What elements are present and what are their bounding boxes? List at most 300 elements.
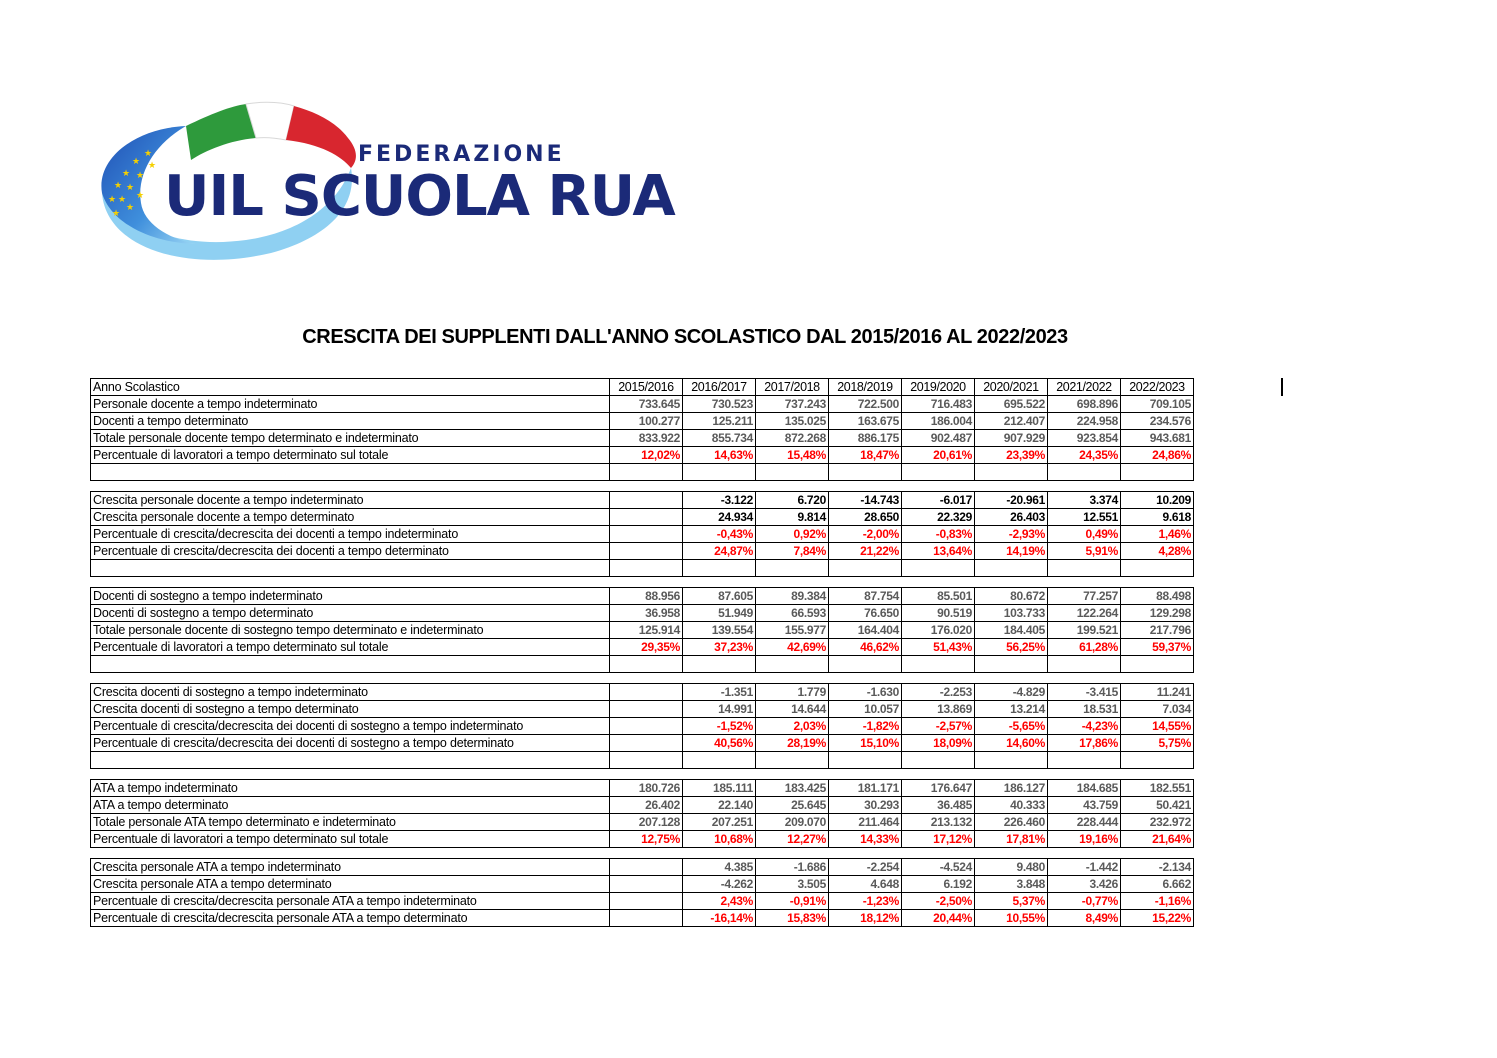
value-cell: 0,49%: [1048, 526, 1121, 543]
value-cell: -1.351: [683, 684, 756, 701]
value-cell: [610, 701, 683, 718]
table-row: [91, 684, 1194, 701]
value-cell: [902, 560, 975, 577]
value-cell: 11.241: [1121, 684, 1194, 701]
table-row: [91, 859, 1194, 876]
header-year-cell: 2022/2023: [1121, 379, 1194, 396]
value-cell: 6.720: [756, 492, 829, 509]
value-cell: 10.209: [1121, 492, 1194, 509]
svg-text:★: ★: [144, 149, 153, 159]
value-cell: 89.384: [756, 588, 829, 605]
value-cell: 88.956: [610, 588, 683, 605]
value-cell: 28,19%: [756, 735, 829, 752]
row-label-cell: Docenti di sostegno a tempo determinato: [91, 605, 610, 622]
value-cell: -1,23%: [829, 893, 902, 910]
value-cell: 22.329: [902, 509, 975, 526]
table-row: [91, 797, 1194, 814]
value-cell: 184.405: [975, 622, 1048, 639]
row-label-cell: Percentuale di crescita/decrescita personale ATA a tempo determinato: [91, 910, 610, 927]
table-row: [91, 526, 1194, 543]
value-cell: 733.645: [610, 396, 683, 413]
value-cell: 18,12%: [829, 910, 902, 927]
row-label-cell: Crescita docenti di sostegno a tempo determinato: [91, 701, 610, 718]
blank-row: [91, 464, 1194, 481]
value-cell: 59,37%: [1121, 639, 1194, 656]
value-cell: [1121, 656, 1194, 673]
value-cell: 26.403: [975, 509, 1048, 526]
table-row: [91, 876, 1194, 893]
table-row: [91, 831, 1194, 848]
value-cell: 85.501: [902, 588, 975, 605]
statistics-table: [90, 378, 1194, 927]
table-row: [91, 780, 1194, 797]
value-cell: 87.754: [829, 588, 902, 605]
value-cell: 43.759: [1048, 797, 1121, 814]
value-cell: [1048, 560, 1121, 577]
value-cell: [829, 656, 902, 673]
value-cell: [975, 464, 1048, 481]
value-cell: 1.779: [756, 684, 829, 701]
row-label-cell: Crescita personale ATA a tempo determinato: [91, 876, 610, 893]
value-cell: [975, 656, 1048, 673]
value-cell: 14,55%: [1121, 718, 1194, 735]
value-cell: [975, 560, 1048, 577]
header-year-cell: 2020/2021: [975, 379, 1048, 396]
table-row: [91, 492, 1194, 509]
value-cell: -4.524: [902, 859, 975, 876]
value-cell: [610, 560, 683, 577]
section-gap: [91, 769, 1194, 780]
value-cell: 51.949: [683, 605, 756, 622]
value-cell: -2.134: [1121, 859, 1194, 876]
section-gap: [91, 481, 1194, 492]
value-cell: 709.105: [1121, 396, 1194, 413]
value-cell: 13.214: [975, 701, 1048, 718]
value-cell: 125.211: [683, 413, 756, 430]
row-label-cell: Totale personale docente di sostegno tempo determinato e indeterminato: [91, 622, 610, 639]
table-row: [91, 543, 1194, 560]
value-cell: 872.268: [756, 430, 829, 447]
row-label-cell: Percentuale di lavoratori a tempo determinato sul totale: [91, 639, 610, 656]
table-row: [91, 509, 1194, 526]
value-cell: [756, 464, 829, 481]
value-cell: 135.025: [756, 413, 829, 430]
value-cell: -2,93%: [975, 526, 1048, 543]
value-cell: [756, 560, 829, 577]
value-cell: [610, 893, 683, 910]
value-cell: 14.991: [683, 701, 756, 718]
header-label-cell: Anno Scolastico: [91, 379, 610, 396]
value-cell: 88.498: [1121, 588, 1194, 605]
row-label-cell: Totale personale ATA tempo determinato e indeterminato: [91, 814, 610, 831]
value-cell: 12,27%: [756, 831, 829, 848]
value-cell: 56,25%: [975, 639, 1048, 656]
value-cell: 176.647: [902, 780, 975, 797]
value-cell: 207.251: [683, 814, 756, 831]
value-cell: [610, 859, 683, 876]
row-label-cell: Percentuale di crescita/decrescita personale ATA a tempo indeterminato: [91, 893, 610, 910]
header-year-cell: 2018/2019: [829, 379, 902, 396]
value-cell: [1121, 560, 1194, 577]
table-row: [91, 814, 1194, 831]
value-cell: 30.293: [829, 797, 902, 814]
value-cell: 695.522: [975, 396, 1048, 413]
value-cell: 4,28%: [1121, 543, 1194, 560]
value-cell: 19,16%: [1048, 831, 1121, 848]
table-row: [91, 605, 1194, 622]
value-cell: 28.650: [829, 509, 902, 526]
value-cell: 21,22%: [829, 543, 902, 560]
value-cell: 184.685: [1048, 780, 1121, 797]
page-title: CRESCITA DEI SUPPLENTI DALL'ANNO SCOLASTICO DAL 2015/2016 AL 2022/2023: [302, 326, 1068, 348]
value-cell: 212.407: [975, 413, 1048, 430]
value-cell: [683, 464, 756, 481]
value-cell: 3.374: [1048, 492, 1121, 509]
value-cell: 164.404: [829, 622, 902, 639]
value-cell: [610, 492, 683, 509]
value-cell: -0,43%: [683, 526, 756, 543]
row-label-cell: Crescita personale docente a tempo determinato: [91, 509, 610, 526]
value-cell: 186.004: [902, 413, 975, 430]
value-cell: 14,19%: [975, 543, 1048, 560]
value-cell: 730.523: [683, 396, 756, 413]
value-cell: [1121, 752, 1194, 769]
value-cell: 76.650: [829, 605, 902, 622]
value-cell: -2,50%: [902, 893, 975, 910]
value-cell: 46,62%: [829, 639, 902, 656]
value-cell: 3.426: [1048, 876, 1121, 893]
value-cell: [902, 656, 975, 673]
value-cell: -4.829: [975, 684, 1048, 701]
value-cell: 5,91%: [1048, 543, 1121, 560]
svg-text:★: ★: [132, 157, 141, 167]
value-cell: -2.254: [829, 859, 902, 876]
value-cell: 26.402: [610, 797, 683, 814]
blank-row: [91, 656, 1194, 673]
blank-row: [91, 560, 1194, 577]
value-cell: 2,03%: [756, 718, 829, 735]
row-label-cell: Percentuale di crescita/decrescita dei docenti a tempo determinato: [91, 543, 610, 560]
value-cell: 13.869: [902, 701, 975, 718]
logo: [96, 98, 676, 273]
value-cell: [902, 464, 975, 481]
value-cell: 9.618: [1121, 509, 1194, 526]
value-cell: 3.505: [756, 876, 829, 893]
value-cell: 15,22%: [1121, 910, 1194, 927]
table-row: [91, 639, 1194, 656]
table-row: [91, 396, 1194, 413]
row-label-cell: Docenti di sostegno a tempo indeterminato: [91, 588, 610, 605]
value-cell: 923.854: [1048, 430, 1121, 447]
value-cell: 15,83%: [756, 910, 829, 927]
value-cell: [610, 509, 683, 526]
value-cell: [610, 684, 683, 701]
value-cell: 7.034: [1121, 701, 1194, 718]
value-cell: 17,86%: [1048, 735, 1121, 752]
value-cell: 80.672: [975, 588, 1048, 605]
value-cell: [610, 656, 683, 673]
value-cell: -1.686: [756, 859, 829, 876]
value-cell: 139.554: [683, 622, 756, 639]
value-cell: 24.934: [683, 509, 756, 526]
svg-text:★: ★: [114, 181, 123, 191]
value-cell: [610, 718, 683, 735]
value-cell: -4.262: [683, 876, 756, 893]
value-cell: 833.922: [610, 430, 683, 447]
row-label-cell: Crescita docenti di sostegno a tempo indeterminato: [91, 684, 610, 701]
value-cell: 20,44%: [902, 910, 975, 927]
value-cell: -1,16%: [1121, 893, 1194, 910]
value-cell: 18,47%: [829, 447, 902, 464]
value-cell: -2.253: [902, 684, 975, 701]
value-cell: -2,57%: [902, 718, 975, 735]
row-label-cell: Docenti a tempo determinato: [91, 413, 610, 430]
value-cell: 100.277: [610, 413, 683, 430]
svg-text:★: ★: [112, 209, 121, 219]
value-cell: 163.675: [829, 413, 902, 430]
value-cell: 129.298: [1121, 605, 1194, 622]
value-cell: 6.662: [1121, 876, 1194, 893]
table-row: [91, 447, 1194, 464]
value-cell: 50.421: [1121, 797, 1194, 814]
value-cell: [610, 752, 683, 769]
value-cell: 13,64%: [902, 543, 975, 560]
value-cell: 103.733: [975, 605, 1048, 622]
logo-federazione-text: FEDERAZIONE: [358, 142, 565, 167]
value-cell: 2,43%: [683, 893, 756, 910]
value-cell: 14,63%: [683, 447, 756, 464]
value-cell: [683, 752, 756, 769]
value-cell: 181.171: [829, 780, 902, 797]
value-cell: [610, 464, 683, 481]
value-cell: 9.480: [975, 859, 1048, 876]
value-cell: 125.914: [610, 622, 683, 639]
value-cell: -3.122: [683, 492, 756, 509]
row-label-cell: [91, 656, 610, 673]
value-cell: 185.111: [683, 780, 756, 797]
value-cell: 4.648: [829, 876, 902, 893]
value-cell: [829, 752, 902, 769]
value-cell: 25.645: [756, 797, 829, 814]
value-cell: 42,69%: [756, 639, 829, 656]
row-label-cell: Percentuale di crescita/decrescita dei docenti di sostegno a tempo determinato: [91, 735, 610, 752]
value-cell: 224.958: [1048, 413, 1121, 430]
row-label-cell: [91, 464, 610, 481]
value-cell: 176.020: [902, 622, 975, 639]
value-cell: 5,37%: [975, 893, 1048, 910]
value-cell: -0,83%: [902, 526, 975, 543]
value-cell: [829, 464, 902, 481]
value-cell: 228.444: [1048, 814, 1121, 831]
value-cell: 722.500: [829, 396, 902, 413]
row-label-cell: [91, 560, 610, 577]
value-cell: 886.175: [829, 430, 902, 447]
value-cell: 7,84%: [756, 543, 829, 560]
svg-text:★: ★: [148, 161, 157, 171]
header-year-cell: 2019/2020: [902, 379, 975, 396]
value-cell: -1,52%: [683, 718, 756, 735]
value-cell: -3.415: [1048, 684, 1121, 701]
row-label-cell: Crescita personale ATA a tempo indeterminato: [91, 859, 610, 876]
value-cell: 211.464: [829, 814, 902, 831]
value-cell: 17,12%: [902, 831, 975, 848]
logo-brand-text: UIL SCUOLA RUA: [164, 164, 675, 229]
value-cell: 186.127: [975, 780, 1048, 797]
table-row: [91, 718, 1194, 735]
value-cell: [756, 752, 829, 769]
table-row: [91, 893, 1194, 910]
row-label-cell: Percentuale di lavoratori a tempo determinato sul totale: [91, 831, 610, 848]
value-cell: 24,86%: [1121, 447, 1194, 464]
value-cell: 20,61%: [902, 447, 975, 464]
table-row: [91, 910, 1194, 927]
svg-text:★: ★: [136, 171, 145, 181]
value-cell: 207.128: [610, 814, 683, 831]
value-cell: 14.644: [756, 701, 829, 718]
value-cell: 4.385: [683, 859, 756, 876]
value-cell: 40,56%: [683, 735, 756, 752]
value-cell: 9.814: [756, 509, 829, 526]
value-cell: -5,65%: [975, 718, 1048, 735]
value-cell: 21,64%: [1121, 831, 1194, 848]
value-cell: 716.483: [902, 396, 975, 413]
value-cell: -2,00%: [829, 526, 902, 543]
value-cell: 15,48%: [756, 447, 829, 464]
value-cell: -1.442: [1048, 859, 1121, 876]
table-header-row: [91, 379, 1194, 396]
value-cell: -20.961: [975, 492, 1048, 509]
value-cell: [829, 560, 902, 577]
value-cell: 17,81%: [975, 831, 1048, 848]
value-cell: 22.140: [683, 797, 756, 814]
svg-text:★: ★: [118, 195, 127, 205]
value-cell: 66.593: [756, 605, 829, 622]
value-cell: 90.519: [902, 605, 975, 622]
header-year-cell: 2015/2016: [610, 379, 683, 396]
value-cell: [610, 526, 683, 543]
row-label-cell: [91, 752, 610, 769]
value-cell: [1121, 464, 1194, 481]
value-cell: 5,75%: [1121, 735, 1194, 752]
table-row: [91, 735, 1194, 752]
value-cell: [1048, 752, 1121, 769]
row-label-cell: Personale docente a tempo indeterminato: [91, 396, 610, 413]
value-cell: 10,68%: [683, 831, 756, 848]
value-cell: 10.057: [829, 701, 902, 718]
svg-text:★: ★: [108, 195, 117, 205]
value-cell: 199.521: [1048, 622, 1121, 639]
value-cell: 18.531: [1048, 701, 1121, 718]
value-cell: 217.796: [1121, 622, 1194, 639]
section-gap: [91, 848, 1194, 859]
row-label-cell: Totale personale docente tempo determinato e indeterminato: [91, 430, 610, 447]
row-label-cell: Percentuale di crescita/decrescita dei docenti di sostegno a tempo indeterminato: [91, 718, 610, 735]
value-cell: 8,49%: [1048, 910, 1121, 927]
value-cell: 36.485: [902, 797, 975, 814]
value-cell: 902.487: [902, 430, 975, 447]
table-row: [91, 588, 1194, 605]
value-cell: [1048, 464, 1121, 481]
row-label-cell: Percentuale di lavoratori a tempo determinato sul totale: [91, 447, 610, 464]
value-cell: 24,87%: [683, 543, 756, 560]
value-cell: 226.460: [975, 814, 1048, 831]
svg-text:★: ★: [126, 183, 135, 193]
svg-text:★: ★: [126, 203, 135, 213]
value-cell: 24,35%: [1048, 447, 1121, 464]
table-row: [91, 701, 1194, 718]
header-year-cell: 2016/2017: [683, 379, 756, 396]
value-cell: 12,75%: [610, 831, 683, 848]
value-cell: 698.896: [1048, 396, 1121, 413]
value-cell: 87.605: [683, 588, 756, 605]
value-cell: 23,39%: [975, 447, 1048, 464]
value-cell: [975, 752, 1048, 769]
value-cell: 232.972: [1121, 814, 1194, 831]
value-cell: 40.333: [975, 797, 1048, 814]
value-cell: 3.848: [975, 876, 1048, 893]
value-cell: [1048, 656, 1121, 673]
value-cell: 10,55%: [975, 910, 1048, 927]
value-cell: [610, 735, 683, 752]
value-cell: 155.977: [756, 622, 829, 639]
value-cell: -1.630: [829, 684, 902, 701]
value-cell: [610, 910, 683, 927]
value-cell: 183.425: [756, 780, 829, 797]
value-cell: 0,92%: [756, 526, 829, 543]
header-year-cell: 2021/2022: [1048, 379, 1121, 396]
value-cell: 36.958: [610, 605, 683, 622]
section-gap: [91, 577, 1194, 588]
value-cell: 15,10%: [829, 735, 902, 752]
value-cell: -14.743: [829, 492, 902, 509]
value-cell: -0,91%: [756, 893, 829, 910]
value-cell: -0,77%: [1048, 893, 1121, 910]
value-cell: 182.551: [1121, 780, 1194, 797]
value-cell: 855.734: [683, 430, 756, 447]
value-cell: 14,60%: [975, 735, 1048, 752]
blank-row: [91, 752, 1194, 769]
value-cell: 234.576: [1121, 413, 1194, 430]
value-cell: 37,23%: [683, 639, 756, 656]
value-cell: -4,23%: [1048, 718, 1121, 735]
value-cell: 6.192: [902, 876, 975, 893]
table-row: [91, 430, 1194, 447]
value-cell: 18,09%: [902, 735, 975, 752]
value-cell: 213.132: [902, 814, 975, 831]
section-gap: [91, 673, 1194, 684]
value-cell: 29,35%: [610, 639, 683, 656]
value-cell: 61,28%: [1048, 639, 1121, 656]
value-cell: [683, 560, 756, 577]
table-row: [91, 622, 1194, 639]
value-cell: [610, 876, 683, 893]
row-label-cell: Crescita personale docente a tempo indeterminato: [91, 492, 610, 509]
table-row: [91, 413, 1194, 430]
row-label-cell: ATA a tempo determinato: [91, 797, 610, 814]
svg-text:★: ★: [122, 169, 131, 179]
svg-text:★: ★: [136, 191, 145, 201]
value-cell: 122.264: [1048, 605, 1121, 622]
value-cell: 209.070: [756, 814, 829, 831]
text-cursor-mark: [1281, 378, 1283, 396]
value-cell: [610, 543, 683, 560]
value-cell: 1,46%: [1121, 526, 1194, 543]
value-cell: 77.257: [1048, 588, 1121, 605]
value-cell: 51,43%: [902, 639, 975, 656]
value-cell: 12,02%: [610, 447, 683, 464]
row-label-cell: ATA a tempo indeterminato: [91, 780, 610, 797]
value-cell: 14,33%: [829, 831, 902, 848]
